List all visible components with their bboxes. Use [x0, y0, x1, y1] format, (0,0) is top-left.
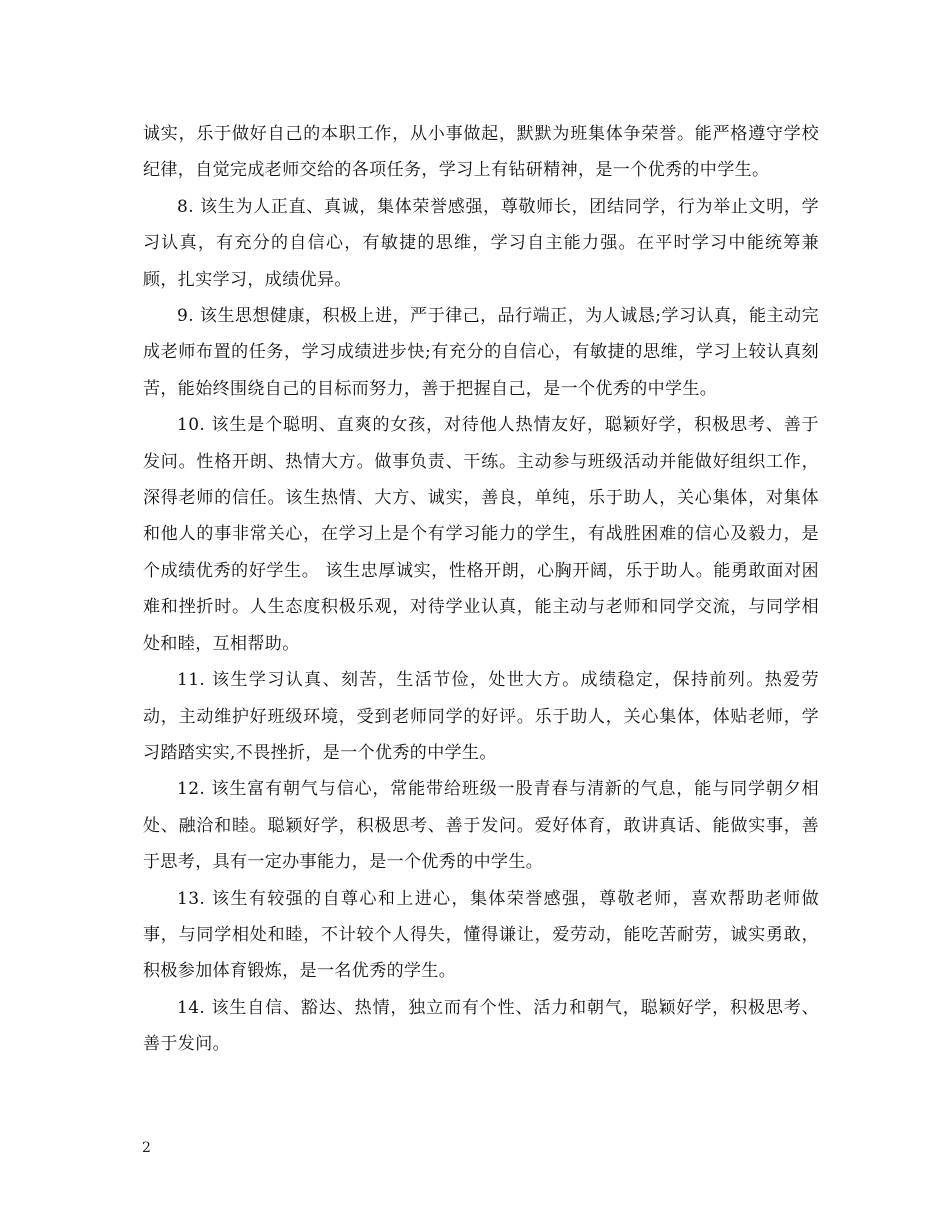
- paragraph-item-8: 8. 该生为人正直、真诚，集体荣誉感强，尊敬师长，团结同学，行为举止文明，学习认真，有充分的自信心，有敏捷的思维，学习自主能力强。在平时学习中能统筹兼顾，扎实学习，成绩优异。: [143, 196, 819, 290]
- paragraph-item-12: 12. 该生富有朝气与信心，常能带给班级一股青春与清新的气息，能与同学朝夕相处、融洽和睦。聪颖好学，积极思考、善于发问。爱好体育，敢讲真话、能做实事，善于思考，具有一定办事能力，是一个优秀的中学生。: [143, 779, 819, 873]
- paragraph-item-10: 10. 该生是个聪明、直爽的女孩，对待他人热情友好，聪颖好学，积极思考、善于发问。性格开朗、热情大方。做事负责、干练。主动参与班级活动并能做好组织工作，深得老师的信任。该生热情、大方、诚实，善良，单纯，乐于助人，关心集体，对集体和他人的事非常关心，在学习上是个有学习能力的学生，有战胜困难的信心及毅力，是个成绩优秀的好学生。 该生忠厚诚实，性格开朗，心胸开阔，乐于助人。能勇敢面对困难和挫折时。人生态度积极乐观，对待学业认真，能主动与老师和同学交流，与同学相处和睦，互相帮助。: [143, 415, 819, 654]
- paragraph-continuation: 诚实，乐于做好自己的本职工作，从小事做起，默默为班集体争荣誉。能严格遵守学校纪律，自觉完成老师交给的各项任务，学习上有钻研精神，是一个优秀的中学生。: [143, 124, 819, 181]
- document-body: [143, 116, 819, 1063]
- paragraph-item-9: 9. 该生思想健康，积极上进，严于律己，品行端正，为人诚恳;学习认真，能主动完成老师布置的任务，学习成绩进步快;有充分的自信心，有敏捷的思维，学习上较认真刻苦，能始终围绕自己的目标而努力，善于把握自己，是一个优秀的中学生。: [143, 306, 819, 399]
- paragraph-item-11: 11. 该生学习认真、刻苦，生活节俭，处世大方。成绩稳定，保持前列。热爱劳动，主动维护好班级环境，受到老师同学的好评。乐于助人，关心集体，体贴老师，学习踏踏实实,不畏挫折，是一个优秀的中学生。: [143, 670, 819, 763]
- paragraph-item-13: 13. 该生有较强的自尊心和上进心，集体荣誉感强，尊敬老师，喜欢帮助老师做事，与同学相处和睦，不计较个人得失，懂得谦让，爱劳动，能吃苦耐劳，诚实勇敢，积极参加体育锻炼，是一名优秀的学生。: [143, 888, 819, 982]
- paragraph-item-14: 14. 该生自信、豁达、热情，独立而有个性、活力和朝气，聪颖好学，积极思考、善于发问。: [143, 997, 819, 1055]
- page-number: 2: [142, 1140, 151, 1156]
